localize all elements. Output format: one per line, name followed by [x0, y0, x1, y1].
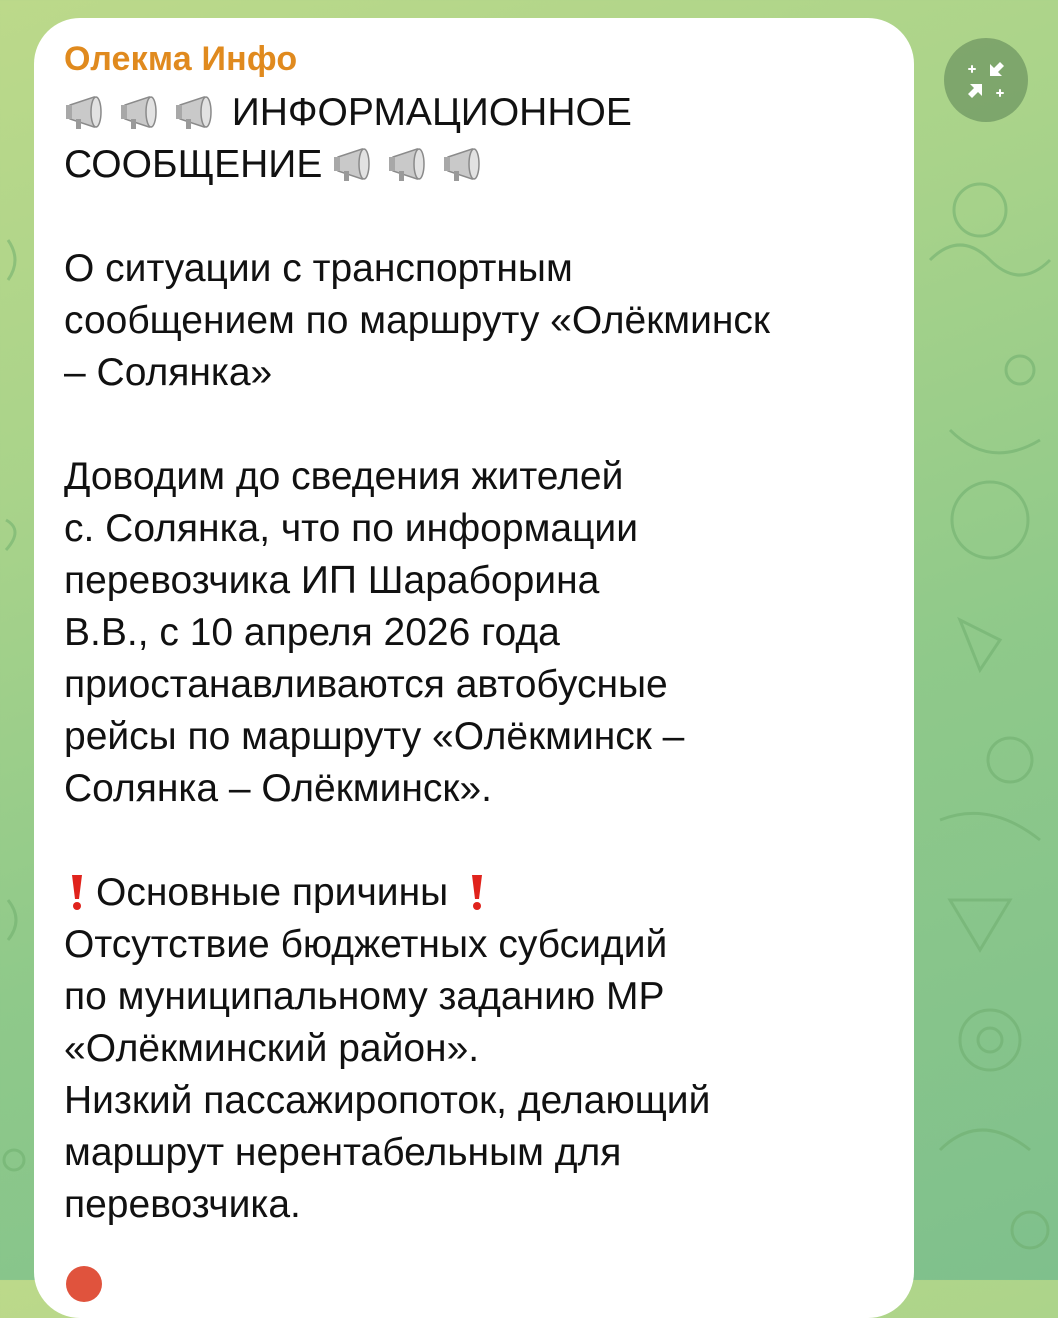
body-line: В.В., с 10 апреля 2026 года: [64, 611, 560, 654]
collapse-button[interactable]: [944, 38, 1028, 122]
reason-line: Низкий пассажиропоток, делающий: [64, 1079, 711, 1122]
reason-line: маршрут нерентабельным для: [64, 1131, 622, 1174]
subject-line: – Солянка»: [64, 351, 273, 394]
collapse-arrows-icon: [964, 58, 1008, 102]
partial-emoji-icon: [66, 1266, 102, 1302]
reason-line: «Олёкминский район».: [64, 1027, 480, 1070]
reasons-title: Основные причины: [96, 871, 449, 914]
megaphone-group: [64, 87, 218, 139]
headline-text-2: СООБЩЕНИЕ: [64, 143, 323, 186]
megaphone-icon: [174, 93, 224, 131]
megaphone-icon: [387, 145, 437, 183]
channel-name[interactable]: Олекма Инфо: [64, 40, 298, 78]
megaphone-icon: [119, 93, 169, 131]
reason-line: перевозчика.: [64, 1183, 301, 1226]
headline-text-1: ИНФОРМАЦИОННОЕ: [231, 91, 632, 134]
megaphone-icon: [64, 93, 114, 131]
headline-line-2: [64, 139, 884, 191]
body-line: Солянка – Олёкминск».: [64, 767, 493, 810]
body-line: рейсы по маршруту «Олёкминск –: [64, 715, 685, 758]
megaphone-icon: [442, 145, 492, 183]
reason-line: по муниципальному заданию МР: [64, 975, 665, 1018]
body-line: перевозчика ИП Шараборина: [64, 559, 600, 602]
message-bubble[interactable]: [34, 18, 914, 1318]
body-line: с. Солянка, что по информации: [64, 507, 638, 550]
red-exclamation-icon: [470, 873, 484, 911]
subject-line: сообщением по маршруту «Олёкминск: [64, 299, 770, 342]
megaphone-icon: [332, 145, 382, 183]
megaphone-group: [332, 139, 486, 191]
headline-line-1: [64, 87, 884, 139]
body-line: приостанавливаются автобусные: [64, 663, 668, 706]
red-exclamation-icon: [70, 873, 84, 911]
reason-line: Отсутствие бюджетных субсидий: [64, 923, 668, 966]
reasons-heading: [64, 867, 884, 919]
subject-line: О ситуации с транспортным: [64, 247, 573, 290]
body-line: Доводим до сведения жителей: [64, 455, 624, 498]
